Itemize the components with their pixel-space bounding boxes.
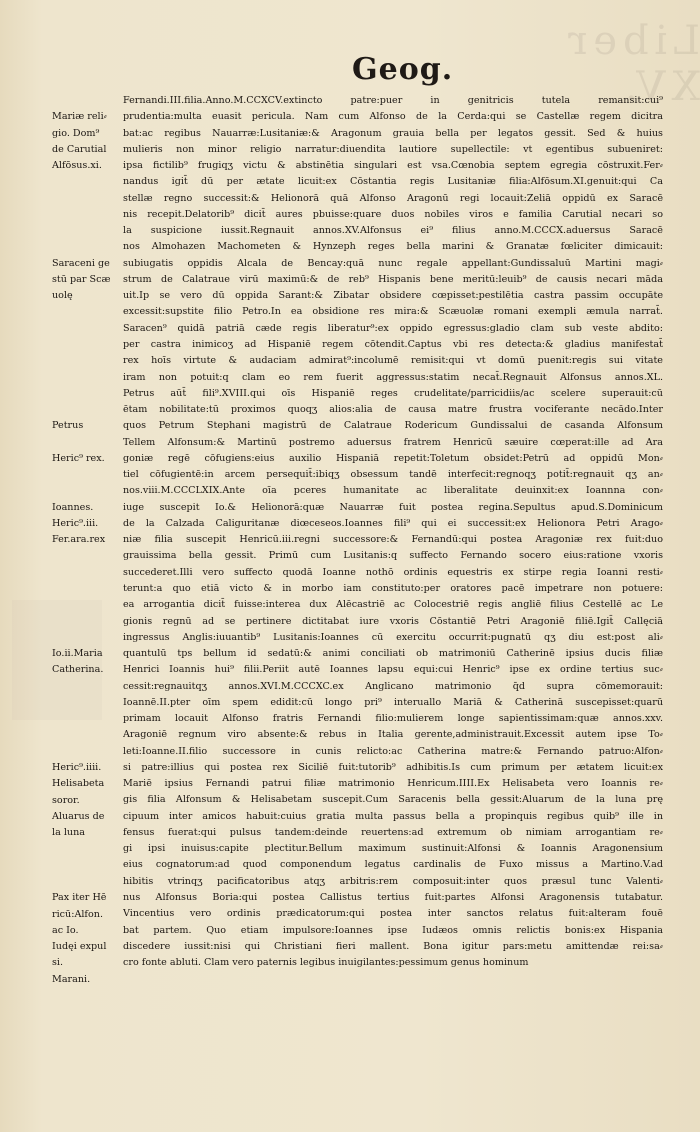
text-line: per castra inimicoʒ ad Hispaniē regem cōtendit.Captus vbi res detecta:& gladius manifestat̄ [123, 338, 663, 350]
margin-note: Petrus [52, 420, 84, 432]
text-line: quantulū tps bellum id sedatū:& animi conciliati ob matrimoniū Catherinē ipsius ducis filiæ [123, 648, 663, 660]
text-line: stellæ regno successit:& Helionorā quā Alfonso Aragonū regi locauit:Zeliā oppidū ex Saracē [123, 192, 663, 204]
margin-note: Saraceni ge [52, 257, 110, 269]
bleed-through-text: Liber XV. [562, 18, 700, 110]
text-line: cessit:regnauitqʒ annos.XVI.M.CCCXC.ex Anglicano matrimonio q̄d supra cōmemorauit: [123, 680, 663, 692]
text-line: succederet.Illi vero suffecto quodā Ioanne nothō ordinis equestris ex stirpe regia Ioanni resti⸗ [123, 566, 663, 578]
text-line: eius cognatorum:ad quod componendum legatus cardinalis de Fuxo missus a Martino.V.ad [123, 859, 663, 871]
text-line: rex hoīs virtute & audaciam admirat⁹:incolumē remisit:qui vt domū puenit:regis sui vitate [123, 355, 663, 367]
margin-note: Heric⁹.iiii. [52, 762, 102, 774]
text-line: ingressus Anglis:iuuantib⁹ Lusitanis:Ioannes cū exercitu occurrit:pugnatū qʒ diu est:post ali⸗ [123, 631, 663, 643]
text-line: leti:Ioanne.II.filio successore in cunis relicto:ac Catherina matre:& Fernando patruo:Alfon⸗ [123, 745, 663, 757]
margin-note: soror. [52, 794, 80, 806]
text-line: discedere iussit:nisi qui Christiani fieri mallent. Bona igitur pars:metu amittendæ rei:sa⸗ [123, 940, 663, 952]
text-line: iuge suscepit Io.& Helionorā:quæ Nauarræ fuit postea regina.Sepultus apud.S.Dominicum [123, 501, 663, 513]
text-line: nos.viii.M.CCCLXIX.Ante oīa pceres humanitate ac liberalitate deuinxit:ex Ioannna con⸗ [123, 485, 663, 497]
text-line: nus Alfonsus Boria:qui postea Callistus tertius fuit:partes Alfonsi Aragonensis tutabatur. [123, 892, 663, 904]
text-line: ea arrogantia dicit̄ fuisse:interea dux Alēcastriē ac Colocestriē regis angliē filius Cestellē ac Le [123, 599, 663, 611]
text-line: niæ filia suscepit Henricū.iii.regni successore:& Fernandū:qui postea Aragoniæ rex fuit:duo [123, 534, 663, 546]
text-line: Tellem Alfonsum:& Martinū postremo aduersus fratrem Henricū sæuire cœperat:ille ad Ara [123, 436, 663, 448]
margin-note: Iudęi expul [52, 941, 107, 953]
text-line: Petrus aūt̄ fili⁹.XVIII.qui oīs Hispaniē reges crudelitate/parricidiis/ac scelere superauit:cū [123, 387, 663, 399]
text-line: subiugatis oppidis Alcala de Bencay:quā nunc regale appellant:Gundissaluū Martini magi⸗ [123, 257, 663, 269]
margin-note: Ioannes. [52, 501, 94, 513]
margin-note: ricū:Alfon. [52, 908, 103, 920]
margin-note: Fer.ara.rex [52, 534, 106, 546]
margin-note: Aluarus de [52, 810, 105, 822]
text-line: Mariē ipsius Fernandi patrui filiæ matrimonio Henricum.IIII.Ex Helisabeta vero Ioannis re⸗ [123, 778, 663, 790]
text-line: de la Calzada Caliguritanæ diœceseos.Ioannes fili⁹ qui ei successit:ex Helionora Petri Arago⸗ [123, 517, 663, 529]
margin-note: ac Io. [52, 924, 79, 936]
text-line: tiel cōfugientē:in arcem persequit̄:ibiqʒ obsessum tandē interfecit:regnoqʒ potit̄:regnauit qʒ an⸗ [123, 469, 663, 481]
text-line: Henrici Ioannis hui⁹ filii.Periit autē Ioannes lapsu equi:cui Henric⁹ ipse ex ordine tertius suc⸗ [123, 664, 663, 676]
text-line: strum de Calatraue virū maximū:& de reb⁹ Hispanis bene meritū:leuib⁹ de causis necari māda [123, 273, 663, 285]
text-line: quos Petrum Stephani magistrū de Calatraue Rodericum Gundissalui de casanda Alfonsum [123, 420, 663, 432]
margin-note: Marani. [52, 973, 91, 985]
text-line: goniæ regē cōfugiens:eius auxilio Hispaniā repetit:Toletum obsidet:Petrū ad oppidū Mon⸗ [123, 452, 663, 464]
margin-note: stū par Scæ [52, 273, 111, 285]
text-line: bat:ac regibus Nauarræ:Lusitaniæ:& Aragonum grauia bella per legatos gessit. Sed & huius [123, 127, 663, 139]
margin-note: gio. Dom⁹ [52, 127, 100, 139]
text-line: Vincentius vero ordinis prædicatorum:qui postea inter sanctos relatus fuit:alteram fouē [123, 908, 663, 920]
margin-note: si. [52, 957, 64, 969]
text-line: bat partem. Quo etiam impulsore:Ioannes ipse Iudæos omnis relictis bonis:ex Hispania [123, 924, 663, 936]
text-line: iram non potuit:q clam eo rem fuerit aggressus:statim necat̄.Regnauit Alfonsus annos.XL. [123, 371, 663, 383]
margin-note: Pax iter Hē [52, 892, 107, 904]
text-line: ētam nobilitate:tū proximos quoqʒ alios:alia de causa matre frustra vociferante necādo.Inter [123, 404, 663, 416]
text-line: nandus igit̄ dū per ætate licuit:ex Cōstantia regis Lusitaniæ filia:Alfōsum.XI.genuit:qui Ca [123, 176, 663, 188]
margin-note: uolę [52, 290, 73, 302]
margin-note: de Carutial [52, 143, 107, 155]
text-line: nis recepit.Delatorib⁹ dicit̄ aures pbuisse:quare duos nobiles viros e familia Carutial necari so [123, 208, 663, 220]
margin-note: Helisabeta [52, 778, 105, 790]
text-line: Ioannē.II.pter oīm spem edidit:cū longo pri⁹ interuallo Mariā & Catherinā suscepisset:quarū [123, 696, 663, 708]
margin-note: Alfōsus.xi. [52, 160, 102, 172]
text-line: primam locauit Alfonso fratris Fernandi filio:mulierem longe sapientissimam:quæ annos.xxv. [123, 713, 663, 725]
text-line: terunt:a quo etiā victo & in morbo iam constituto:per oratores pacē impetrare non potuere: [123, 582, 663, 594]
margin-note: Mariæ reli⸗ [52, 111, 107, 123]
text-line: Saracen⁹ quidā patriā cæde regis liberatur⁹:ex oppido egressus:gladio clam sub veste abdito: [123, 322, 663, 334]
text-line: hibitis vtrinqʒ pacificatoribus atqʒ arbitris:rem composuit:inter quos præsul tunc Valenti⸗ [123, 875, 663, 887]
text-line: la suspicione iussit.Regnauit annos.XV.Alfonsus ei⁹ filius anno.M.CCCX.aduersus Saracē [123, 225, 663, 237]
margin-note: Heric⁹ rex. [52, 452, 105, 464]
margin-note: Catherina. [52, 664, 104, 676]
running-header: Geog. [352, 52, 454, 87]
margin-note: Io.ii.Maria [52, 648, 103, 660]
text-line: excessit:supstite filio Petro.In ea obsidione res mira:& Scæuolæ romani exempli æmula narrat̄. [123, 306, 663, 318]
text-line: ipsa fictilib⁹ frugiqʒ victu & abstinētia singulari est vsa.Cœnobia septem egregia cōstruxit.Fer⸗ [123, 160, 663, 172]
text-line: cipuum inter amicos habuit:cuius gratia multa passus bella a propinquis regibus quib⁹ ille in [123, 810, 663, 822]
margin-note: Heric⁹.iii. [52, 518, 99, 530]
text-line: si patre:illius qui postea rex Siciliē fuit:tutorib⁹ adhibitis.Is cum primum per ætatem licuit:ex [123, 761, 663, 773]
margin-note: la luna [52, 827, 85, 839]
text-line: gi ipsi inuisus:capite plectitur.Bellum maximum sustinuit:Alfonsi & Ioannis Aragonensium [123, 843, 663, 855]
text-line: mulieris non minor religio narratur:diuendita lautiore supellectile: vt egentibus subueniret: [123, 143, 663, 155]
text-line: Fernandi.III.filia.Anno.M.CCXCV.extincto patre:puer in genitricis tutela remansit:cui⁹ [123, 95, 663, 106]
text-line: grauissima bella gessit. Primū cum Lusitanis:q suffecto Fernando socero eius:ratione vxoris [123, 550, 663, 562]
main-text-column [123, 93, 663, 971]
text-line: gis filia Alfonsum & Helisabetam suscepit.Cum Saracenis bella gessit:Aluarum de la luna prę [123, 794, 663, 806]
text-line: gionis regnū ad se pertinere dictitabat iure vxoris Cōstantiē Petri Aragoniē filiē.Igit̄ Callęciā [123, 615, 663, 627]
text-line: nos Almohazen Machometen & Hynzeph reges bella marini & Granatæ fœliciter dimicauit: [123, 241, 663, 253]
text-line: fensus fuerat:qui pulsus tandem:deinde reuertens:ad extremum ob nimiam arrogantiam re⸗ [123, 826, 663, 838]
text-line: cro fonte abluti. Clam vero paternis legibus inuigilantes:pessimum genus hominum [123, 957, 529, 969]
text-line: prudentia:multa euasit pericula. Nam cum Alfonso de la Cerda:qui se Castellæ regem dicitra [123, 111, 663, 123]
text-line: Aragoniē regnum viro absente:& rebus in Italia gerente,administrauit.Excessit autem ipse To⸗ [123, 729, 663, 741]
text-line: uit.Ip se vero dū oppida Sarant:& Zibatar obsidere cœpisset:pestilētia castra passim occupāte [123, 290, 663, 302]
